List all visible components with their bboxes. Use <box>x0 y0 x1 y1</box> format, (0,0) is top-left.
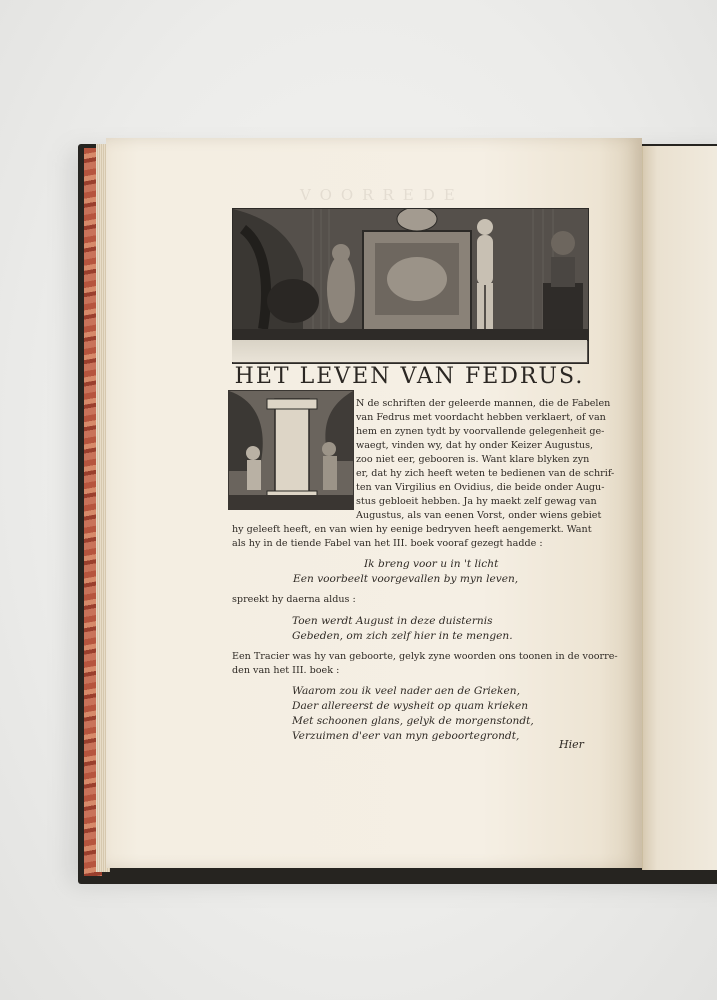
tracier-line-2: den van het III. boek : <box>232 665 340 676</box>
body-line-10: hy geleeft heeft, en van wien hy eenige bedryven heeft aengemerkt. Want <box>232 524 592 535</box>
tracier-line-1: Een Tracier was hy van geboorte, gelyk zyne woorden ons toonen in de voorre- <box>232 651 618 662</box>
page-title: HET LEVEN VAN FEDRUS. <box>234 364 585 389</box>
right-page <box>642 146 717 870</box>
spreekt-line: spreekt hy daerna aldus : <box>232 594 356 605</box>
intro-line-4: waegt, vinden wy, dat hy onder Keizer Augustus, <box>356 440 594 451</box>
plate-margin <box>232 340 587 362</box>
verse-3-line-1: Waarom zou ik veel nader aen de Grieken, <box>292 685 520 697</box>
verse-1-line-2: Een voorbeelt voorgevallen by myn leven, <box>293 573 519 585</box>
intro-line-1: N de schriften der geleerde mannen, die de Fabelen <box>356 398 611 409</box>
verse-2-line-1: Toen werdt August in deze duisternis <box>292 615 493 627</box>
intro-line-3: hem en zynen tydt by voorvallende gelegenheit ge- <box>356 426 605 437</box>
verse-3-line-3: Met schoonen glans, gelyk de morgenstondt, <box>292 715 534 727</box>
intro-line-6: er, dat hy zich heeft weten te bedienen van de schrif- <box>356 468 615 479</box>
body-line-11: als hy in de tiende Fabel van het III. boek vooraf gezegt hadde : <box>232 538 543 549</box>
intro-line-5: zoo niet eer, gebooren is. Want klare blyken zyn <box>356 454 590 465</box>
verse-2-line-2: Gebeden, om zich zelf hier in te mengen. <box>292 630 513 642</box>
show-through-header: VOORREDE <box>300 186 464 204</box>
decorated-initial-i <box>228 390 354 510</box>
intro-line-2: van Fedrus met voordacht hebben verklaert, of van <box>356 412 606 423</box>
verse-1-line-1: Ik breng voor u in 't licht <box>364 558 499 570</box>
catchword: Hier <box>559 738 584 751</box>
intro-line-8: stus gebloeit hebben. Ja hy maekt zelf gewag van <box>356 496 597 507</box>
intro-line-7: ten van Virgilius en Ovidius, die beide onder Augu- <box>356 482 605 493</box>
verse-3-line-4: Verzuimen d'eer van myn geboortegrondt, <box>292 730 520 742</box>
intro-line-9: Augustus, als van eenen Vorst, onder wiens gebiet <box>356 510 602 521</box>
verse-3-line-2: Daer allereerst de wysheit op quam krieken <box>292 700 529 712</box>
